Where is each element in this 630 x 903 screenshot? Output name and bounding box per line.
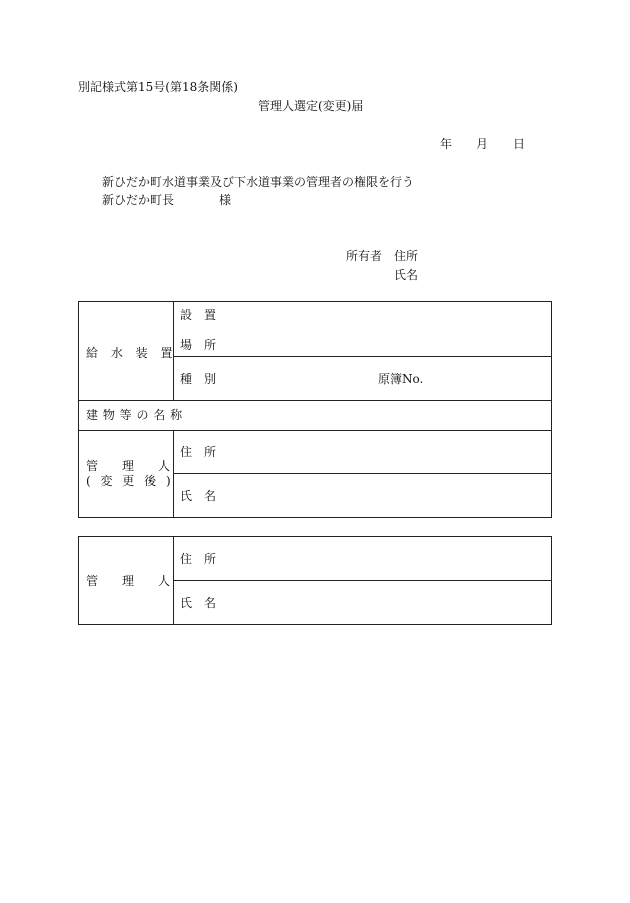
addressee-line-2: 新ひだか町長 [102,193,175,207]
previous-manager-label: 管 理 人 [86,574,171,588]
table1-divider-location [173,356,552,357]
addressee-line-1: 新ひだか町水道事業及び下水道事業の管理者の権限を行う [102,175,415,189]
building-name-label: 建 物 等 の 名 称 [86,408,183,422]
owner-label: 所有者 [346,249,383,263]
manager-name-label: 氏 名 [180,489,217,503]
honorific: 様 [219,193,232,207]
date-year-label: 年 [440,137,453,151]
type-label: 種 別 [180,372,217,386]
manager-after-change-label: ( 変 更 後 ) [86,474,171,488]
owner-address-label: 住所 [394,249,419,263]
form-number: 別記様式第15号(第18条関係) [78,80,238,94]
location-label: 場 所 [180,338,217,352]
owner-name-label: 氏名 [394,268,419,282]
date-day-label: 日 [513,137,526,151]
ledger-number-label: 原簿No. [378,372,424,386]
previous-manager-address-label: 住 所 [180,552,217,566]
installation-label: 設 置 [180,308,217,322]
manager-address-label: 住 所 [180,445,217,459]
date-month-label: 月 [476,137,489,151]
table1-column-divider-top [173,301,174,400]
manager-after-label: 管 理 人 [86,459,171,473]
document-title: 管理人選定(変更)届 [258,99,364,113]
table1-divider-manager [78,430,552,431]
table2-divider-name [173,580,552,581]
table1-column-divider-bottom [173,430,174,518]
supply-device-label: 給 水 装 置 [86,346,173,360]
table1-divider-building [78,400,552,401]
previous-manager-name-label: 氏 名 [180,596,217,610]
table1-divider-name [173,473,552,474]
